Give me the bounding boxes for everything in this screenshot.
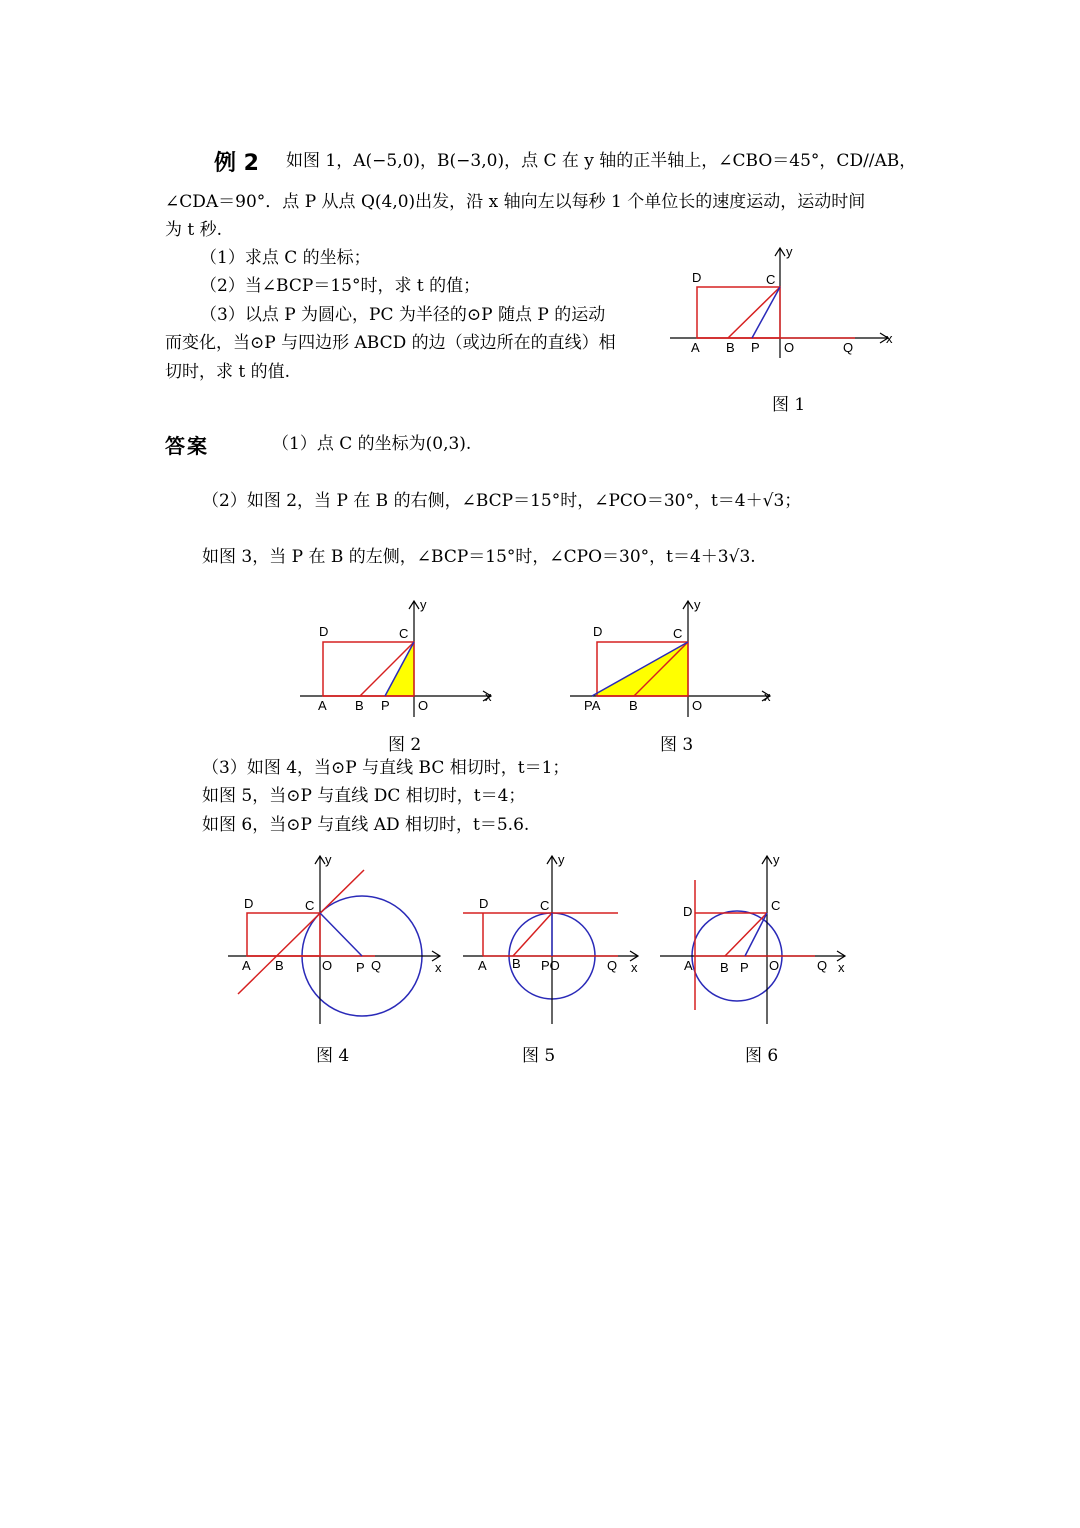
caption-fig3: 图 3 — [660, 735, 694, 755]
label-y: y — [325, 852, 332, 867]
label-O: O — [692, 698, 703, 713]
question-3-line-1: （3）以点 P 为圆心，PC 为半径的⊙P 随点 P 的运动 — [200, 305, 606, 325]
label-C: C — [399, 626, 409, 641]
label-x: x — [435, 960, 442, 975]
label-B: B — [726, 340, 735, 355]
answer-3: （3）如图 4，当⊙P 与直线 BC 相切时，t＝1； — [202, 758, 570, 778]
label-y: y — [558, 852, 565, 867]
label-D: D — [593, 624, 603, 639]
caption-fig1: 图 1 — [772, 395, 806, 415]
label-P: P — [356, 960, 365, 975]
label-C: C — [540, 898, 550, 913]
label-x: x — [886, 331, 893, 346]
label-O: O — [322, 958, 333, 973]
label-C: C — [305, 898, 315, 913]
figure-5 — [458, 850, 648, 1028]
label-D: D — [683, 904, 693, 919]
figure-1 — [660, 240, 900, 365]
label-Q: Q — [817, 958, 828, 973]
label-P: P — [751, 340, 760, 355]
problem-line-1: 如图 1，A(−5,0)，B(−3,0)，点 C 在 y 轴的正半轴上，∠CBO＝45°，CD//AB， — [286, 151, 917, 171]
figure-2 — [295, 595, 505, 725]
label-O: O — [418, 698, 429, 713]
label-PA: PA — [584, 698, 601, 713]
label-D: D — [692, 270, 702, 285]
answer-2b: 如图 3，当 P 在 B 的左侧，∠BCP＝15°时，∠CPO＝30°，t＝4＋3√3. — [202, 547, 756, 567]
label-B: B — [355, 698, 364, 713]
label-D: D — [479, 896, 489, 911]
caption-fig5: 图 5 — [522, 1046, 556, 1066]
caption-fig2: 图 2 — [388, 735, 422, 755]
label-y: y — [786, 244, 793, 259]
label-A: A — [242, 958, 251, 973]
label-C: C — [766, 272, 776, 287]
label-B: B — [275, 958, 284, 973]
label-A: A — [318, 698, 327, 713]
question-3-line-2: 而变化，当⊙P 与四边形 ABCD 的边（或边所在的直线）相 — [165, 333, 616, 353]
caption-fig4: 图 4 — [316, 1046, 350, 1066]
figure-4 — [225, 850, 450, 1028]
label-y: y — [420, 597, 427, 612]
figure-6 — [655, 850, 855, 1028]
label-x: x — [838, 960, 845, 975]
label-C: C — [673, 626, 683, 641]
figure-3 — [565, 595, 785, 725]
label-P: P — [740, 960, 749, 975]
label-D: D — [244, 896, 254, 911]
answer-heading: 答案 — [165, 434, 209, 458]
label-y: y — [773, 852, 780, 867]
label-A: A — [691, 340, 700, 355]
label-B: B — [720, 960, 729, 975]
label-B: B — [512, 956, 521, 971]
label-A: A — [478, 958, 487, 973]
label-y: y — [694, 597, 701, 612]
label-x: x — [485, 689, 492, 704]
answer-3b: 如图 5，当⊙P 与直线 DC 相切时，t＝4； — [202, 786, 526, 806]
caption-fig6: 图 6 — [745, 1046, 779, 1066]
label-Q: Q — [843, 340, 854, 355]
problem-line-3: 为 t 秒. — [165, 220, 223, 240]
label-P: P — [381, 698, 390, 713]
problem-line-2: ∠CDA＝90°．点 P 从点 Q(4,0)出发，沿 x 轴向左以每秒 1 个单位长的速度运动，运动时间 — [165, 192, 866, 212]
label-D: D — [319, 624, 329, 639]
label-C: C — [771, 898, 781, 913]
label-O: O — [784, 340, 795, 355]
label-B: B — [629, 698, 638, 713]
question-2: （2）当∠BCP＝15°时，求 t 的值； — [200, 276, 481, 296]
question-1: （1）求点 C 的坐标； — [200, 248, 371, 268]
answer-2: （2）如图 2，当 P 在 B 的右侧，∠BCP＝15°时，∠PCO＝30°，t＝4＋√3； — [202, 491, 802, 511]
answer-3c: 如图 6，当⊙P 与直线 AD 相切时，t＝5.6. — [202, 815, 530, 835]
question-3-line-3: 切时，求 t 的值. — [165, 362, 291, 382]
example-heading: 例 2 — [214, 151, 259, 176]
label-PO: PO — [541, 958, 560, 973]
answer-1: （1）点 C 的坐标为(0,3). — [272, 434, 472, 454]
label-Q: Q — [371, 958, 382, 973]
label-Q: Q — [607, 958, 618, 973]
label-x: x — [631, 960, 638, 975]
label-x: x — [764, 689, 771, 704]
label-O: O — [769, 958, 780, 973]
label-A: A — [684, 958, 693, 973]
